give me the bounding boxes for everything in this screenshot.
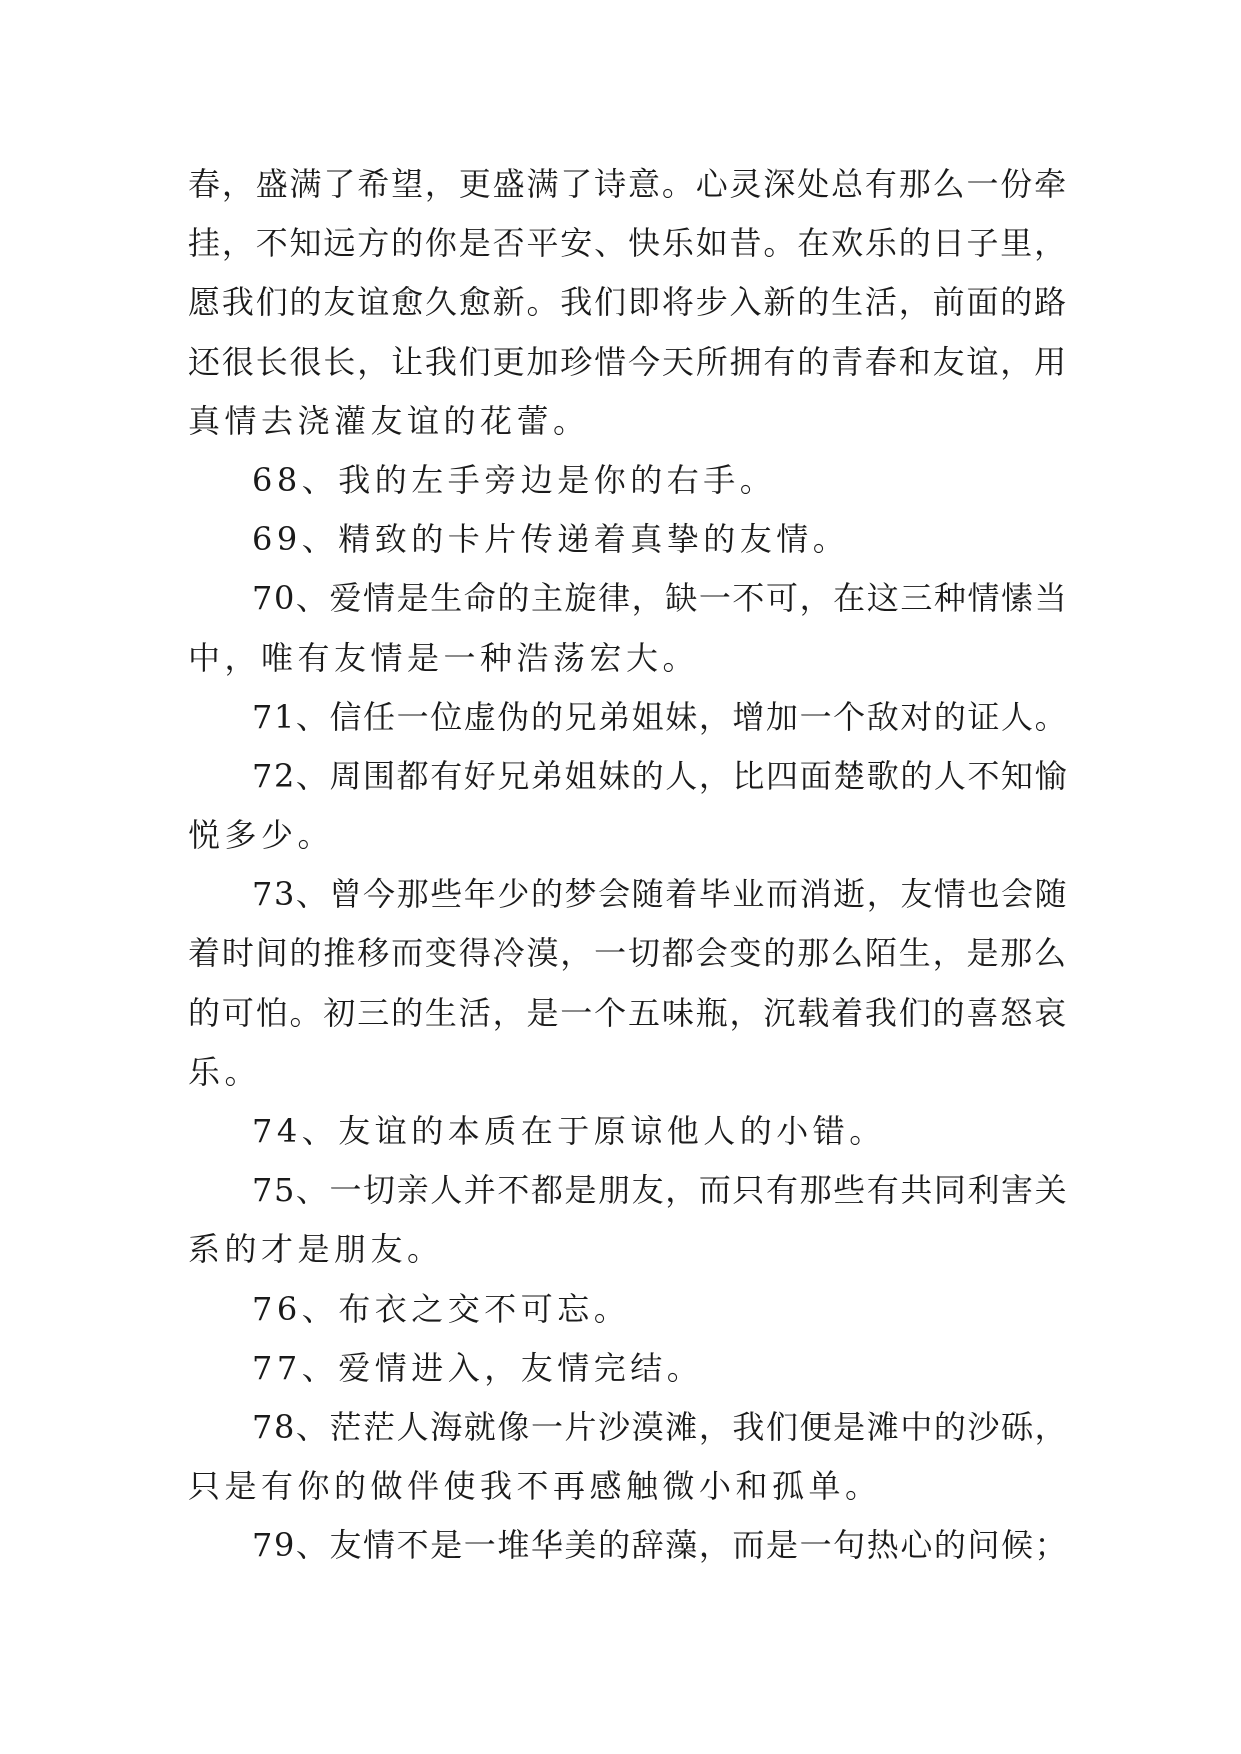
text-line: 悦多少。 — [188, 816, 335, 855]
text-line: 72、周围都有好兄弟姐妹的人，比四面楚歌的人不知愉 — [252, 756, 1069, 795]
paragraph-item-75 — [188, 1161, 1068, 1279]
text-line: 春，盛满了希望，更盛满了诗意。心灵深处总有那么一份牵 — [188, 165, 1069, 203]
text-line: 76、布衣之交不可忘。 — [252, 1289, 631, 1328]
text-line: 愿我们的友谊愈久愈新。我们即将步入新的生活，前面的路 — [188, 283, 1069, 322]
paragraph-item-74 — [188, 1102, 1068, 1161]
text-line: 69、精致的卡片传递着真挚的友情。 — [252, 520, 850, 559]
paragraph-item-68 — [188, 451, 1068, 510]
text-line: 74、友谊的本质在于原谅他人的小错。 — [252, 1112, 886, 1150]
text-line: 还很长很长，让我们更加珍惜今天所拥有的青春和友谊，用 — [188, 342, 1069, 381]
paragraph-item-79 — [188, 1516, 1068, 1575]
text-line: 着时间的推移而变得冷漠，一切都会变的那么陌生，是那么 — [188, 934, 1069, 973]
paragraph-continuation — [188, 155, 1068, 451]
text-line: 75、一切亲人并不都是朋友，而只有那些有共同利害关 — [252, 1171, 1069, 1210]
paragraph-item-76 — [188, 1280, 1068, 1339]
text-line: 70、爱情是生命的主旋律，缺一不可，在这三种情愫当 — [252, 579, 1069, 618]
text-line: 79、友情不是一堆华美的辞藻，而是一句热心的问候； — [252, 1526, 1069, 1565]
paragraph-item-69 — [188, 510, 1068, 569]
text-line: 78、茫茫人海就像一片沙漠滩，我们便是滩中的沙砾， — [252, 1407, 1069, 1446]
paragraph-item-70 — [188, 569, 1068, 687]
paragraph-item-72 — [188, 747, 1068, 865]
text-line: 系的才是朋友。 — [188, 1230, 444, 1269]
text-line: 挂，不知远方的你是否平安、快乐如昔。在欢乐的日子里， — [188, 224, 1069, 263]
text-line: 73、曾今那些年少的梦会随着毕业而消逝，友情也会随 — [252, 875, 1069, 914]
text-line: 乐。 — [188, 1052, 262, 1091]
paragraph-item-78 — [188, 1398, 1068, 1516]
paragraph-item-71 — [188, 688, 1068, 747]
text-line: 68、我的左手旁边是你的右手。 — [252, 460, 777, 499]
text-line: 真情去浇灌友谊的花蕾。 — [188, 401, 590, 440]
body-text — [188, 155, 1068, 1576]
text-line: 77、爱情进入，友情完结。 — [252, 1348, 704, 1387]
text-line: 71、信任一位虚伪的兄弟姐妹，增加一个敌对的证人。 — [252, 697, 1069, 736]
text-line: 只是有你的做伴使我不再感触微小和孤单。 — [188, 1467, 882, 1506]
paragraph-item-77 — [188, 1339, 1068, 1398]
paragraph-item-73 — [188, 865, 1068, 1102]
text-line: 中，唯有友情是一种浩荡宏大。 — [188, 638, 700, 677]
text-line: 的可怕。初三的生活，是一个五味瓶，沉载着我们的喜怒哀 — [188, 993, 1069, 1032]
